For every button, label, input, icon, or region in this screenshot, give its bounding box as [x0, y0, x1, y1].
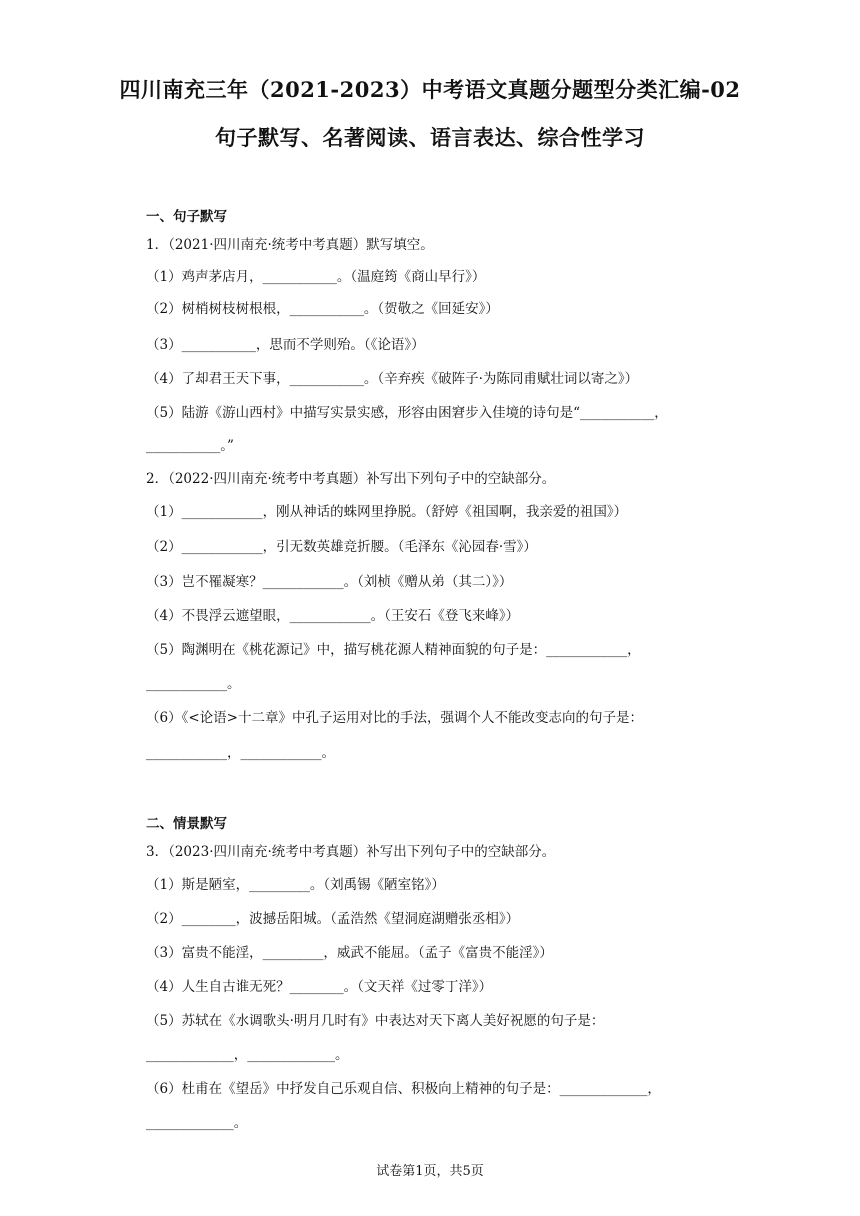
- question-item-continuation: _____________。: [146, 1115, 248, 1131]
- question-item: （6）《<论语>十二章》中孔子运用对比的手法，强调个人不能改变志向的句子是：: [146, 710, 643, 726]
- question-stem: 2．（2022·四川南充·统考中考真题）补写出下列句子中的空缺部分。: [146, 471, 556, 487]
- question-item: （4）不畏浮云遮望眼，____________。（王安石《登飞来峰》）: [146, 608, 520, 624]
- question-item: （4）了却君王天下事，___________。（辛弃疾《破阵子·为陈同甫赋壮词以寄之》）: [146, 371, 639, 387]
- question-item: （1）鸡声茅店月，___________。（温庭筠《商山早行》）: [146, 269, 486, 285]
- question-stem: 3．（2023·四川南充·统考中考真题）补写出下列句子中的空缺部分。: [146, 844, 556, 860]
- question-item: （5）陆游《游山西村》中描写实景实感，形容由困窘步入佳境的诗句是“___________，: [146, 405, 668, 421]
- page-number: 试卷第1页，共5页: [376, 1164, 484, 1179]
- question-item: （3）___________，思而不学则殆。（《论语》）: [146, 337, 425, 353]
- question-item: （2）树梢树枝树根根，___________。（贺敬之《回延安》）: [146, 301, 499, 317]
- question-item: （5）苏轼在《水调歌头·明月几时有》中表达对天下离人美好祝愿的句子是：: [146, 1013, 605, 1029]
- question-item: （2）____________，引无数英雄竞折腰。（毛泽东《沁园春·雪》）: [146, 539, 537, 555]
- question-item-continuation: ____________。: [146, 676, 241, 692]
- section-heading: 二、情景默写: [146, 816, 227, 832]
- question-item: （4）人生自古谁无死？________。（文天祥《过零丁洋》）: [146, 979, 493, 995]
- question-item-continuation: _____________，_____________。: [146, 1047, 349, 1063]
- question-item: （6）杜甫在《望岳》中抒发自己乐观自信、积极向上精神的句子是：_____________，: [146, 1081, 661, 1097]
- section-heading: 一、句子默写: [146, 209, 227, 225]
- document-title-line-1: 四川南充三年（2021-2023）中考语文真题分题型分类汇编-02: [119, 77, 741, 102]
- question-stem: 1．（2021·四川南充·统考中考真题）默写填空。: [146, 237, 434, 253]
- question-item: （1）斯是陋室，_________。（刘禹锡《陋室铭》）: [146, 877, 445, 893]
- question-item-continuation: ___________。”: [146, 438, 234, 454]
- question-item-continuation: ____________，____________。: [146, 745, 335, 761]
- question-item: （3）岂不罹凝寒？____________。（刘桢《赠从弟（其二）》）: [146, 574, 513, 590]
- question-item: （2）________，波撼岳阳城。（孟浩然《望洞庭湖赠张丞相》）: [146, 911, 520, 927]
- question-item: （1）____________，刚从神话的蛛网里挣脱。（舒婷《祖国啊，我亲爱的祖国》）: [146, 504, 628, 520]
- question-item: （5）陶渊明在《桃花源记》中，描写桃花源人精神面貌的句子是：____________，: [146, 642, 641, 658]
- document-title-line-2: 句子默写、名著阅读、语言表达、综合性学习: [215, 125, 645, 150]
- question-item: （3）富贵不能淫，_________，威武不能屈。（孟子《富贵不能淫》）: [146, 945, 553, 961]
